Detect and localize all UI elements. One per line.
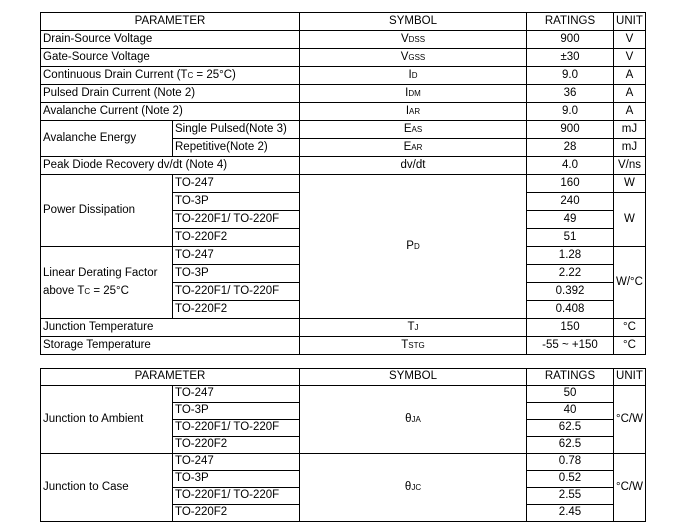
unit-cell: °C: [614, 319, 646, 337]
param-cell: Continuous Drain Current (TC = 25°C): [41, 67, 300, 85]
thermal-table: [40, 368, 646, 522]
package-cell: TO-247: [173, 247, 300, 265]
package-cell: TO-220F2: [173, 505, 300, 522]
unit-cell: V: [614, 31, 646, 49]
package-cell: TO-3P: [173, 265, 300, 283]
unit-cell: A: [614, 103, 646, 121]
package-cell: TO-220F2: [173, 229, 300, 247]
rating-cell: 36: [527, 85, 614, 103]
rating-cell: 50: [527, 386, 614, 403]
rating-cell: 0.52: [527, 471, 614, 488]
header-ratings: RATINGS: [527, 13, 614, 31]
rating-cell: 160: [527, 175, 614, 193]
param-cell: Drain-Source Voltage: [41, 31, 300, 49]
param-cell: Junction Temperature: [41, 319, 300, 337]
package-cell: TO-220F1/ TO-220F: [173, 488, 300, 505]
rating-cell: 4.0: [527, 157, 614, 175]
header-symbol: SYMBOL: [300, 13, 527, 31]
rating-cell: 2.22: [527, 265, 614, 283]
table-row: [41, 49, 646, 67]
table-row: [41, 85, 646, 103]
param-cell: Peak Diode Recovery dv/dt (Note 4): [41, 157, 300, 175]
rating-cell: 62.5: [527, 437, 614, 454]
unit-cell: mJ: [614, 139, 646, 157]
header-symbol: SYMBOL: [300, 369, 527, 386]
table-row: [41, 319, 646, 337]
rating-cell: 0.392: [527, 283, 614, 301]
table-row: [41, 386, 646, 403]
package-cell: TO-220F1/ TO-220F: [173, 420, 300, 437]
header-row: [41, 369, 646, 386]
unit-cell: V/ns: [614, 157, 646, 175]
symbol-cell: VGSS: [300, 49, 527, 67]
symbol-cell: IDM: [300, 85, 527, 103]
table-row: [41, 454, 646, 471]
header-parameter: PARAMETER: [41, 369, 300, 386]
unit-cell: °C: [614, 337, 646, 355]
condition-cell: Single Pulsed(Note 3): [173, 121, 300, 139]
table-row: [41, 103, 646, 121]
symbol-cell: VDSS: [300, 31, 527, 49]
package-cell: TO-3P: [173, 193, 300, 211]
rating-cell: 51: [527, 229, 614, 247]
symbol-cell: θJC: [300, 454, 527, 522]
table-row: [41, 175, 646, 193]
package-cell: TO-220F2: [173, 301, 300, 319]
table-row: [41, 157, 646, 175]
unit-cell: A: [614, 85, 646, 103]
param-cell: Avalanche Current (Note 2): [41, 103, 300, 121]
table-row: [41, 67, 646, 85]
unit-cell: W: [614, 193, 646, 247]
unit-cell: °C/W: [614, 386, 646, 454]
symbol-cell: TSTG: [300, 337, 527, 355]
rating-cell: 900: [527, 121, 614, 139]
header-unit: UNIT: [614, 369, 646, 386]
param-cell: Pulsed Drain Current (Note 2): [41, 85, 300, 103]
package-cell: TO-247: [173, 175, 300, 193]
unit-cell: W/°C: [614, 247, 646, 319]
avalanche-energy-label: Avalanche Energy: [41, 121, 173, 157]
rating-cell: ±30: [527, 49, 614, 67]
param-cell: Gate-Source Voltage: [41, 49, 300, 67]
rating-cell: 900: [527, 31, 614, 49]
rating-cell: 2.55: [527, 488, 614, 505]
rating-cell: 62.5: [527, 420, 614, 437]
rating-cell: 9.0: [527, 67, 614, 85]
unit-cell: A: [614, 67, 646, 85]
package-cell: TO-220F1/ TO-220F: [173, 283, 300, 301]
symbol-cell: IAR: [300, 103, 527, 121]
rating-cell: -55 ~ +150: [527, 337, 614, 355]
package-cell: TO-220F1/ TO-220F: [173, 211, 300, 229]
rating-cell: 1.28: [527, 247, 614, 265]
table-row: [41, 337, 646, 355]
unit-cell: mJ: [614, 121, 646, 139]
rating-cell: 9.0: [527, 103, 614, 121]
unit-cell: W: [614, 175, 646, 193]
junction-ambient-label: Junction to Ambient: [41, 386, 173, 454]
table-row: [41, 121, 646, 139]
package-cell: TO-3P: [173, 471, 300, 488]
param-cell: Storage Temperature: [41, 337, 300, 355]
pd-symbol-cell: PD: [300, 175, 527, 319]
symbol-cell: EAR: [300, 139, 527, 157]
rating-cell: 0.408: [527, 301, 614, 319]
max-ratings-table: [40, 12, 646, 355]
header-parameter: PARAMETER: [41, 13, 300, 31]
package-cell: TO-3P: [173, 403, 300, 420]
package-cell: TO-247: [173, 386, 300, 403]
power-dissipation-label: Power Dissipation: [41, 175, 173, 247]
package-cell: TO-247: [173, 454, 300, 471]
unit-cell: °C/W: [614, 454, 646, 522]
header-unit: UNIT: [614, 13, 646, 31]
header-row: [41, 13, 646, 31]
rating-cell: 49: [527, 211, 614, 229]
symbol-cell: dv/dt: [300, 157, 527, 175]
rating-cell: 28: [527, 139, 614, 157]
rating-cell: 0.78: [527, 454, 614, 471]
rating-cell: 150: [527, 319, 614, 337]
symbol-cell: TJ: [300, 319, 527, 337]
rating-cell: 2.45: [527, 505, 614, 522]
junction-case-label: Junction to Case: [41, 454, 173, 522]
header-ratings: RATINGS: [527, 369, 614, 386]
package-cell: TO-220F2: [173, 437, 300, 454]
rating-cell: 240: [527, 193, 614, 211]
table-row: [41, 31, 646, 49]
rating-cell: 40: [527, 403, 614, 420]
symbol-cell: θJA: [300, 386, 527, 454]
symbol-cell: ID: [300, 67, 527, 85]
unit-cell: V: [614, 49, 646, 67]
symbol-cell: EAS: [300, 121, 527, 139]
derating-label: Linear Derating Factor above TC = 25°C: [41, 247, 173, 319]
condition-cell: Repetitive(Note 2): [173, 139, 300, 157]
